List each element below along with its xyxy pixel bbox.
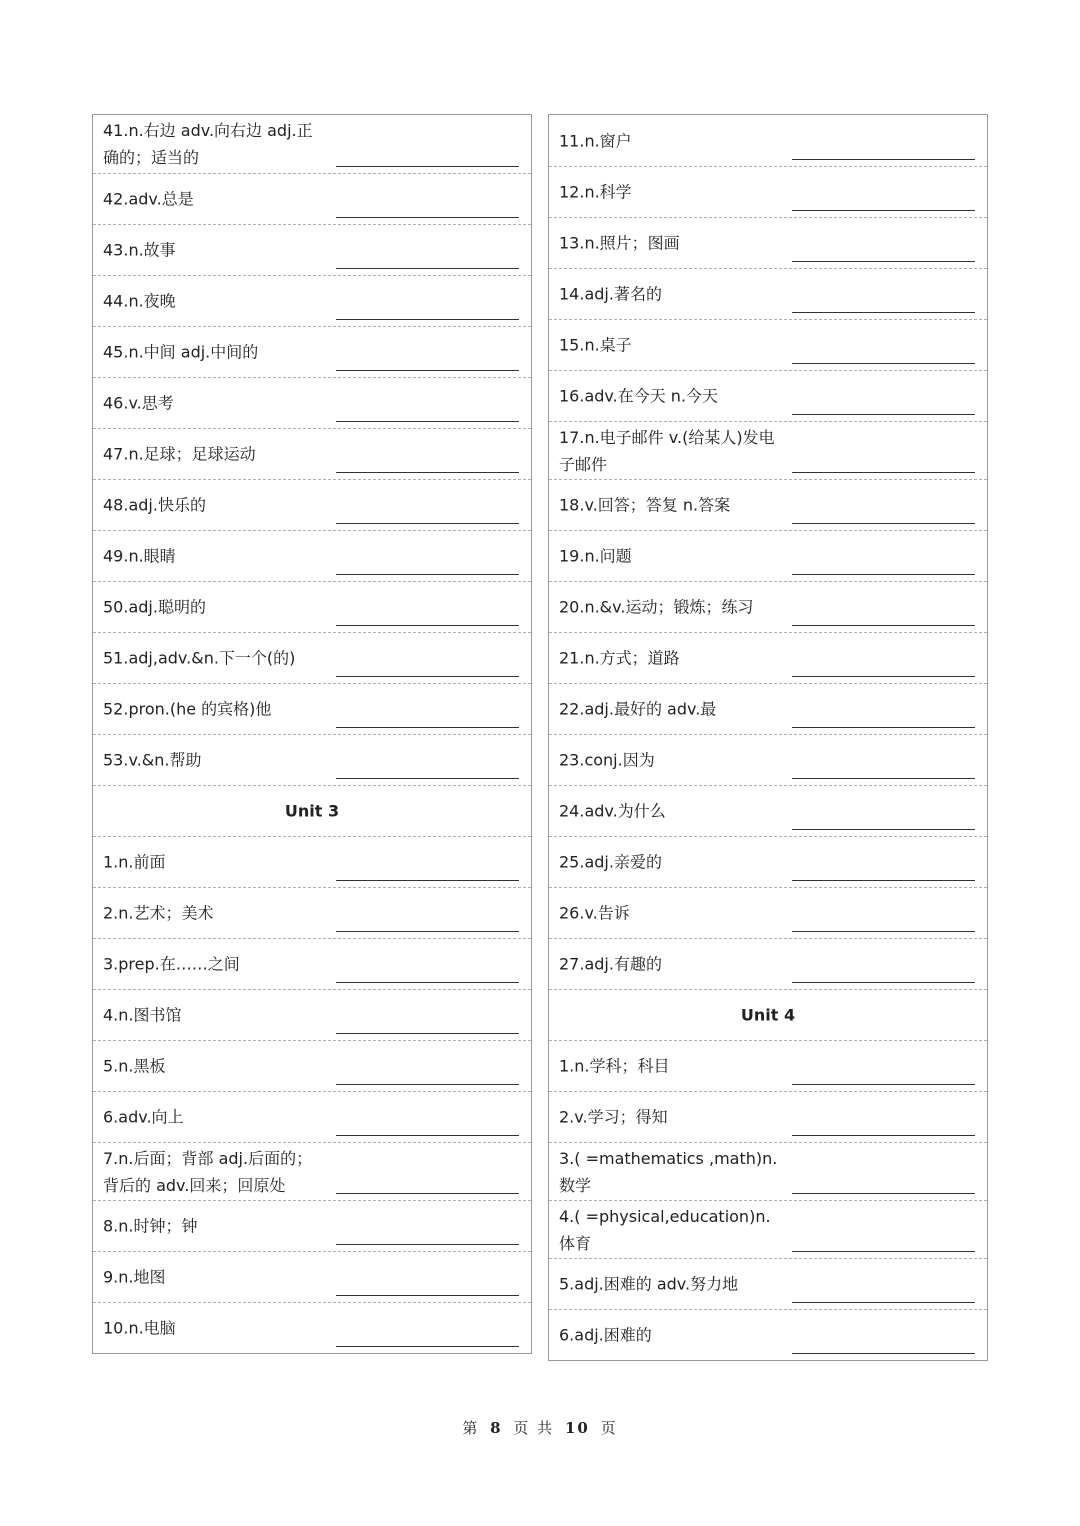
vocab-prompt: 44.n.夜晚 bbox=[103, 291, 176, 311]
answer-blank[interactable] bbox=[792, 676, 975, 677]
vocab-prompt: 20.n.&v.运动；锻炼；练习 bbox=[559, 597, 754, 617]
vocab-row bbox=[93, 1302, 531, 1353]
unit-heading: Unit 3 bbox=[284, 801, 340, 821]
vocab-prompt: 26.v.告诉 bbox=[559, 903, 630, 923]
answer-blank[interactable] bbox=[792, 363, 975, 364]
answer-blank[interactable] bbox=[792, 472, 975, 473]
vocab-row bbox=[93, 1091, 531, 1142]
vocab-prompt: 4.( =physical,education)n.体育 bbox=[559, 1206, 771, 1253]
answer-blank[interactable] bbox=[336, 217, 519, 218]
answer-blank[interactable] bbox=[336, 1295, 519, 1296]
unit-heading: Unit 4 bbox=[740, 1005, 796, 1025]
vocab-row bbox=[93, 1040, 531, 1091]
vocab-prompt: 53.v.&n.帮助 bbox=[103, 750, 202, 770]
vocab-row bbox=[93, 224, 531, 275]
vocab-row bbox=[93, 173, 531, 224]
vocab-row bbox=[549, 1258, 987, 1309]
vocab-row bbox=[93, 326, 531, 377]
answer-blank[interactable] bbox=[336, 778, 519, 779]
vocab-prompt: 2.v.学习；得知 bbox=[559, 1107, 668, 1127]
vocab-row bbox=[549, 166, 987, 217]
vocab-row bbox=[93, 734, 531, 785]
vocab-row bbox=[93, 632, 531, 683]
answer-blank[interactable] bbox=[336, 625, 519, 626]
vocab-prompt: 49.n.眼睛 bbox=[103, 546, 176, 566]
answer-blank[interactable] bbox=[336, 268, 519, 269]
vocab-row bbox=[93, 887, 531, 938]
vocab-row bbox=[549, 1142, 987, 1200]
vocab-prompt: 2.n.艺术；美术 bbox=[103, 903, 214, 923]
answer-blank[interactable] bbox=[336, 1244, 519, 1245]
vocab-prompt: 18.v.回答；答复 n.答案 bbox=[559, 495, 731, 515]
vocab-row bbox=[93, 683, 531, 734]
vocab-prompt: 14.adj.著名的 bbox=[559, 284, 662, 304]
answer-blank[interactable] bbox=[792, 1135, 975, 1136]
answer-blank[interactable] bbox=[792, 1193, 975, 1194]
answer-blank[interactable] bbox=[792, 880, 975, 881]
vocab-row bbox=[549, 632, 987, 683]
answer-blank[interactable] bbox=[336, 982, 519, 983]
footer-middle: 页 共 bbox=[513, 1419, 555, 1437]
vocab-prompt: 27.adj.有趣的 bbox=[559, 954, 662, 974]
answer-blank[interactable] bbox=[792, 1353, 975, 1354]
vocab-prompt: 1.n.学科；科目 bbox=[559, 1056, 670, 1076]
answer-blank[interactable] bbox=[792, 261, 975, 262]
right-vocab-table bbox=[548, 114, 988, 1361]
vocab-prompt: 17.n.电子邮件 v.(给某人)发电子邮件 bbox=[559, 427, 775, 474]
answer-blank[interactable] bbox=[792, 727, 975, 728]
answer-blank[interactable] bbox=[792, 523, 975, 524]
answer-blank[interactable] bbox=[792, 625, 975, 626]
vocab-prompt: 7.n.后面；背部 adj.后面的；背后的 adv.回来；回原处 bbox=[103, 1148, 313, 1195]
vocab-prompt: 48.adj.快乐的 bbox=[103, 495, 206, 515]
vocab-row bbox=[549, 479, 987, 530]
vocab-prompt: 25.adj.亲爱的 bbox=[559, 852, 662, 872]
answer-blank[interactable] bbox=[792, 574, 975, 575]
vocab-prompt: 5.adj.困难的 adv.努力地 bbox=[559, 1274, 739, 1294]
vocab-row bbox=[93, 1251, 531, 1302]
vocab-row bbox=[549, 1040, 987, 1091]
vocab-row bbox=[93, 428, 531, 479]
vocab-prompt: 9.n.地图 bbox=[103, 1267, 166, 1287]
answer-blank[interactable] bbox=[792, 829, 975, 830]
unit-heading-row bbox=[549, 989, 987, 1040]
vocab-row bbox=[549, 785, 987, 836]
answer-blank[interactable] bbox=[336, 523, 519, 524]
vocab-row bbox=[93, 377, 531, 428]
vocab-row bbox=[549, 319, 987, 370]
answer-blank[interactable] bbox=[336, 166, 519, 167]
vocab-row bbox=[549, 938, 987, 989]
vocab-prompt: 5.n.黑板 bbox=[103, 1056, 166, 1076]
answer-blank[interactable] bbox=[792, 159, 975, 160]
left-vocab-table bbox=[92, 114, 532, 1354]
answer-blank[interactable] bbox=[792, 1084, 975, 1085]
answer-blank[interactable] bbox=[336, 880, 519, 881]
answer-blank[interactable] bbox=[792, 210, 975, 211]
vocab-row bbox=[93, 989, 531, 1040]
answer-blank[interactable] bbox=[792, 414, 975, 415]
vocab-row bbox=[93, 479, 531, 530]
answer-blank[interactable] bbox=[336, 727, 519, 728]
answer-blank[interactable] bbox=[792, 1302, 975, 1303]
page-footer bbox=[0, 1417, 1080, 1438]
vocab-prompt: 3.( =mathematics ,math)n.数学 bbox=[559, 1148, 778, 1195]
vocab-prompt: 45.n.中间 adj.中间的 bbox=[103, 342, 259, 362]
vocab-prompt: 41.n.右边 adv.向右边 adj.正确的；适当的 bbox=[103, 121, 313, 167]
vocab-prompt: 11.n.窗户 bbox=[559, 131, 632, 150]
answer-blank[interactable] bbox=[336, 421, 519, 422]
answer-blank[interactable] bbox=[336, 370, 519, 371]
vocab-row bbox=[549, 836, 987, 887]
vocab-row bbox=[93, 836, 531, 887]
vocab-row bbox=[549, 268, 987, 319]
vocab-prompt: 42.adv.总是 bbox=[103, 189, 194, 209]
vocab-prompt: 6.adj.困难的 bbox=[559, 1325, 652, 1345]
vocab-prompt: 13.n.照片；图画 bbox=[559, 233, 680, 253]
vocab-prompt: 43.n.故事 bbox=[103, 240, 176, 260]
vocab-prompt: 52.pron.(he 的宾格)他 bbox=[103, 699, 272, 719]
answer-blank[interactable] bbox=[336, 1135, 519, 1136]
vocab-prompt: 24.adv.为什么 bbox=[559, 801, 666, 821]
answer-blank[interactable] bbox=[792, 931, 975, 932]
vocab-row bbox=[93, 1142, 531, 1200]
vocab-prompt: 46.v.思考 bbox=[103, 393, 174, 413]
vocab-row bbox=[93, 1200, 531, 1251]
vocab-row bbox=[93, 938, 531, 989]
vocab-prompt: 10.n.电脑 bbox=[103, 1318, 176, 1338]
answer-blank[interactable] bbox=[792, 778, 975, 779]
vocab-prompt: 16.adv.在今天 n.今天 bbox=[559, 386, 719, 406]
vocab-row bbox=[549, 421, 987, 479]
unit-heading-row bbox=[93, 785, 531, 836]
vocab-prompt: 50.adj.聪明的 bbox=[103, 597, 206, 617]
vocab-row bbox=[549, 1309, 987, 1360]
vocab-prompt: 8.n.时钟；钟 bbox=[103, 1216, 198, 1236]
answer-blank[interactable] bbox=[336, 931, 519, 932]
vocab-row bbox=[549, 115, 987, 166]
answer-blank[interactable] bbox=[336, 1193, 519, 1194]
answer-blank[interactable] bbox=[792, 982, 975, 983]
answer-blank[interactable] bbox=[336, 1084, 519, 1085]
footer-suffix: 页 bbox=[600, 1419, 618, 1437]
vocab-prompt: 47.n.足球；足球运动 bbox=[103, 444, 256, 464]
vocab-row bbox=[93, 275, 531, 326]
vocab-prompt: 6.adv.向上 bbox=[103, 1107, 184, 1127]
answer-blank[interactable] bbox=[792, 312, 975, 313]
answer-blank[interactable] bbox=[792, 1251, 975, 1252]
vocab-row bbox=[549, 217, 987, 268]
answer-blank[interactable] bbox=[336, 1346, 519, 1347]
vocab-prompt: 19.n.问题 bbox=[559, 546, 632, 566]
vocab-prompt: 1.n.前面 bbox=[103, 852, 166, 872]
vocab-prompt: 23.conj.因为 bbox=[559, 750, 655, 770]
vocab-row bbox=[549, 734, 987, 785]
vocab-row bbox=[93, 530, 531, 581]
vocab-prompt: 3.prep.在……之间 bbox=[103, 954, 240, 974]
vocab-prompt: 4.n.图书馆 bbox=[103, 1005, 182, 1025]
vocab-row bbox=[549, 887, 987, 938]
vocab-row bbox=[93, 115, 531, 173]
total-pages-number: 10 bbox=[564, 1419, 590, 1437]
answer-blank[interactable] bbox=[336, 574, 519, 575]
vocab-prompt: 15.n.桌子 bbox=[559, 335, 632, 355]
vocab-prompt: 12.n.科学 bbox=[559, 182, 632, 202]
footer-prefix: 第 bbox=[462, 1419, 480, 1437]
vocab-row bbox=[549, 1091, 987, 1142]
vocab-row bbox=[549, 530, 987, 581]
vocab-row bbox=[549, 683, 987, 734]
answer-blank[interactable] bbox=[336, 472, 519, 473]
vocab-row bbox=[549, 1200, 987, 1258]
answer-blank[interactable] bbox=[336, 319, 519, 320]
current-page-number: 8 bbox=[490, 1419, 503, 1437]
answer-blank[interactable] bbox=[336, 1033, 519, 1034]
vocab-prompt: 21.n.方式；道路 bbox=[559, 648, 680, 668]
vocab-row bbox=[549, 581, 987, 632]
vocab-prompt: 51.adj,adv.&n.下一个(的) bbox=[103, 648, 296, 668]
vocab-row bbox=[549, 370, 987, 421]
answer-blank[interactable] bbox=[336, 676, 519, 677]
vocab-prompt: 22.adj.最好的 adv.最 bbox=[559, 699, 717, 719]
vocab-row bbox=[93, 581, 531, 632]
